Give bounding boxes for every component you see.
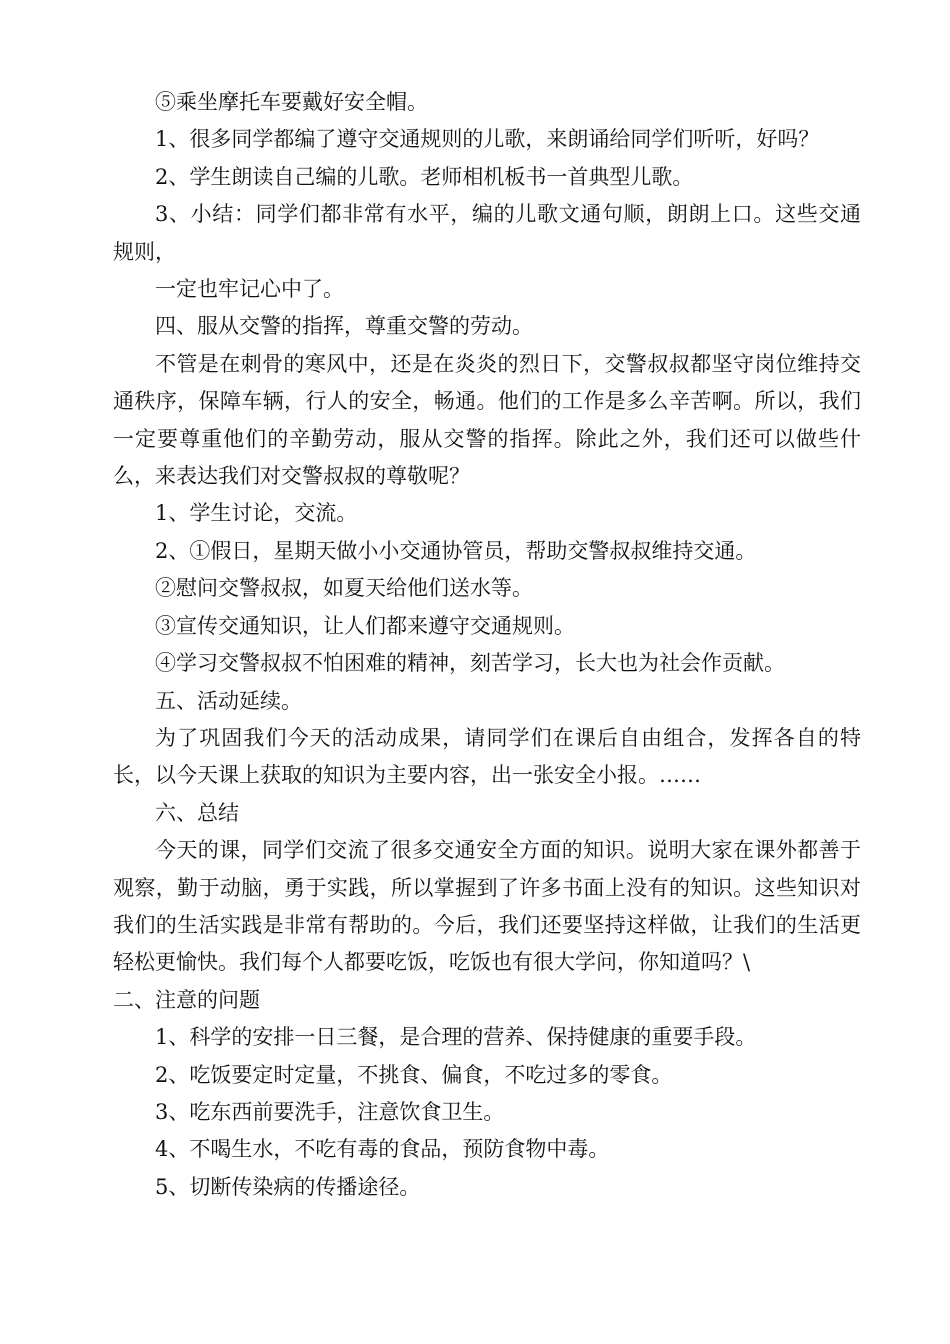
paragraph-helmet-rule: ⑤乘坐摩托车要戴好安全帽。 (155, 90, 428, 114)
section-heading-conclusion: 六、总结 (155, 800, 239, 825)
paragraph-volunteer-helper: 2、①假日，星期天做小小交通协管员，帮助交警叔叔维持交通。 (155, 538, 757, 563)
paragraph-conclusion-text: 今天的课，同学们交流了很多交通安全方面的知识。说明大家在课外都善于观察，勤于动脑，勇于实践，所以掌握到了许多书面上没有的知识。这些知识对我们的生活实践是非常有帮助的。今后，我们还要坚持这样做，让我们的生活更轻松更愉快。我们每个人都要吃饭，吃饭也有很大学问，你知道吗？\ (113, 838, 861, 975)
paragraph-infection-route: 5、切断传染病的传播途径。 (155, 1174, 421, 1199)
paragraph-safety-newsletter: 为了巩固我们今天的活动成果，请同学们在课后自由组合，发挥各自的特长，以今天课上获取的知识为主要内容，出一张安全小报。…… (113, 725, 861, 788)
paragraph-three-meals: 1、科学的安排一日三餐，是合理的营养、保持健康的重要手段。 (155, 1025, 757, 1050)
paragraph-regular-meals: 2、吃饭要定时定量，不挑食、偏食，不吃过多的零食。 (155, 1062, 673, 1087)
paragraph-wash-hands: 3、吃东西前要洗手，注意饮食卫生。 (155, 1099, 505, 1124)
section-heading-activity-extension: 五、活动延续。 (155, 688, 302, 713)
paragraph-students-read-songs: 2、学生朗读自己编的儿歌。老师相机板书一首典型儿歌。 (155, 164, 694, 189)
section-heading-traffic-police: 四、服从交警的指挥，尊重交警的劳动。 (155, 314, 533, 339)
paragraph-promote-knowledge: ③宣传交通知识，让人们都来遵守交通规则。 (155, 613, 575, 638)
paragraph-learn-spirit: ④学习交警叔叔不怕困难的精神，刻苦学习，长大也为社会作贡献。 (155, 651, 785, 676)
paragraph-children-song-recital: 1、很多同学都编了遵守交通规则的儿歌，来朗诵给同学们听听，好吗？ (155, 127, 820, 152)
section-heading-notes: 二、注意的问题 (113, 987, 260, 1012)
paragraph-food-poisoning: 4、不喝生水，不吃有毒的食品，预防食物中毒。 (155, 1137, 610, 1162)
paragraph-student-discussion: 1、学生讨论，交流。 (155, 501, 358, 526)
paragraph-summary: 3、小结：同学们都非常有水平，编的儿歌文通句顺，朗朗上口。这些交通规则， (113, 202, 861, 264)
paragraph-comfort-police: ②慰问交警叔叔，如夏天给他们送水等。 (155, 576, 533, 601)
document-body (113, 84, 861, 1206)
paragraph-traffic-police-work: 不管是在刺骨的寒风中，还是在炎炎的烈日下，交警叔叔都坚守岗位维持交通秩序，保障车辆，行人的安全，畅通。他们的工作是多么辛苦啊。所以，我们一定要尊重他们的辛勤劳动，服从交警的指挥。除此之外，我们还可以做些什么，来表达我们对交警叔叔的尊敬呢？ (113, 351, 861, 489)
paragraph-summary-continued: 一定也牢记心中了。 (155, 277, 344, 302)
